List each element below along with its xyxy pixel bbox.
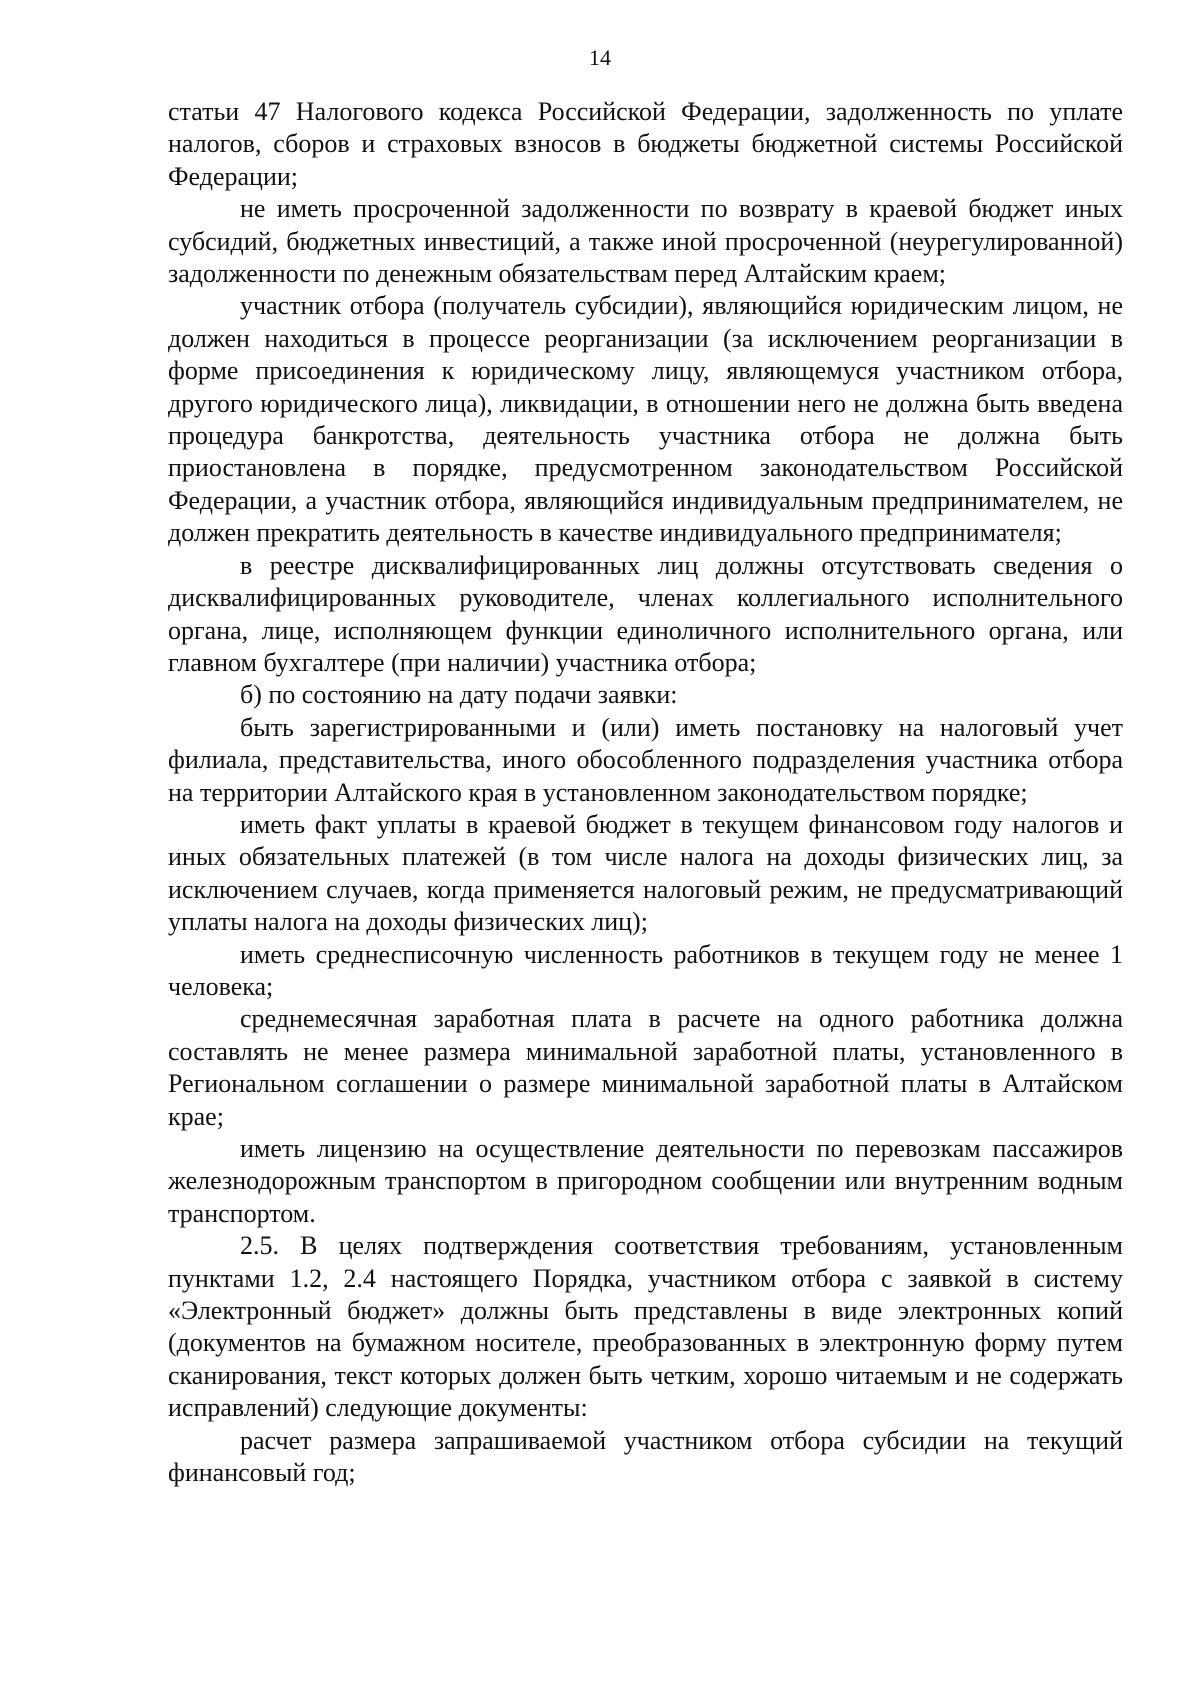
- page-body: [168, 96, 1123, 1489]
- paragraph-11: 2.5. В целях подтверждения соответствия требованиям, установленным пунктами 1.2, 2.4 настоящего Порядка, участником отбора с заявкой в систему «Электронный бюджет» должны быть представлены в виде электронных копий (документов на бумажном носителе, преобразованных в электронную форму путем сканирования, текст которых должен быть четким, хорошо читаемым и не содержать исправлений) следующие документы:: [168, 1231, 1123, 1423]
- paragraph-10: иметь лицензию на осуществление деятельности по перевозкам пассажиров железнодорожным транспортом в пригородном сообщении или внутренним водным транспортом.: [168, 1134, 1123, 1228]
- paragraph-9: среднемесячная заработная плата в расчете на одного работника должна составлять не менее размера минимальной заработной платы, установленного в Региональном соглашении о размере минимальной заработной платы в Алтайском крае;: [168, 1004, 1123, 1131]
- paragraph-12: расчет размера запрашиваемой участником отбора субсидии на текущий финансовый год;: [168, 1425, 1123, 1488]
- paragraph-8: иметь среднесписочную численность работников в текущем году не менее 1 человека;: [168, 939, 1123, 1001]
- paragraph-6: быть зарегистрированными и (или) иметь постановку на налоговый учет филиала, представительства, иного обособленного подразделения участника отбора на территории Алтайского края в установленном законодательством порядке;: [168, 712, 1123, 807]
- paragraph-1: статьи 47 Налогового кодекса Российской Федерации, задолженность по уплате налогов, сборов и страховых взносов в бюджеты бюджетной системы Российской Федерации;: [168, 97, 1123, 191]
- paragraph-3: участник отбора (получатель субсидии), являющийся юридическим лицом, не должен находиться в процессе реорганизации (за исключением реорганизации в форме присоединения к юридическому лицу, являющемуся участником отбора, другого юридического лица), ликвидации, в отношении него не должна быть введена процедура банкротства, деятельность участника отбора не должна быть приостановлена в порядке, предусмотренном законодательством Российской Федерации, а участник отбора, являющийся индивидуальным предпринимателем, не должен прекратить деятельность в качестве индивидуального предпринимателя;: [168, 291, 1123, 548]
- paragraph-5: б) по состоянию на дату подачи заявки:: [240, 680, 678, 710]
- paragraph-7: иметь факт уплаты в краевой бюджет в текущем финансовом году налогов и иных обязательных платежей (в том числе налога на доходы физических лиц, за исключением случаев, когда применяется налоговый режим, не предусматривающий уплаты налога на доходы физических лиц);: [168, 809, 1123, 937]
- paragraph-2: не иметь просроченной задолженности по возврату в краевой бюджет иных субсидий, бюджетных инвестиций, а также иной просроченной (неурегулированной) задолженности по денежным обязательствам перед Алтайским краем;: [168, 194, 1123, 289]
- paragraph-4: в реестре дисквалифицированных лиц должны отсутствовать сведения о дисквалифицированных руководителе, членах коллегиального исполнительного органа, лице, исполняющем функции единоличного исполнительного органа, или главном бухгалтере (при наличии) участника отбора;: [168, 550, 1123, 677]
- page-number: 14: [589, 45, 611, 70]
